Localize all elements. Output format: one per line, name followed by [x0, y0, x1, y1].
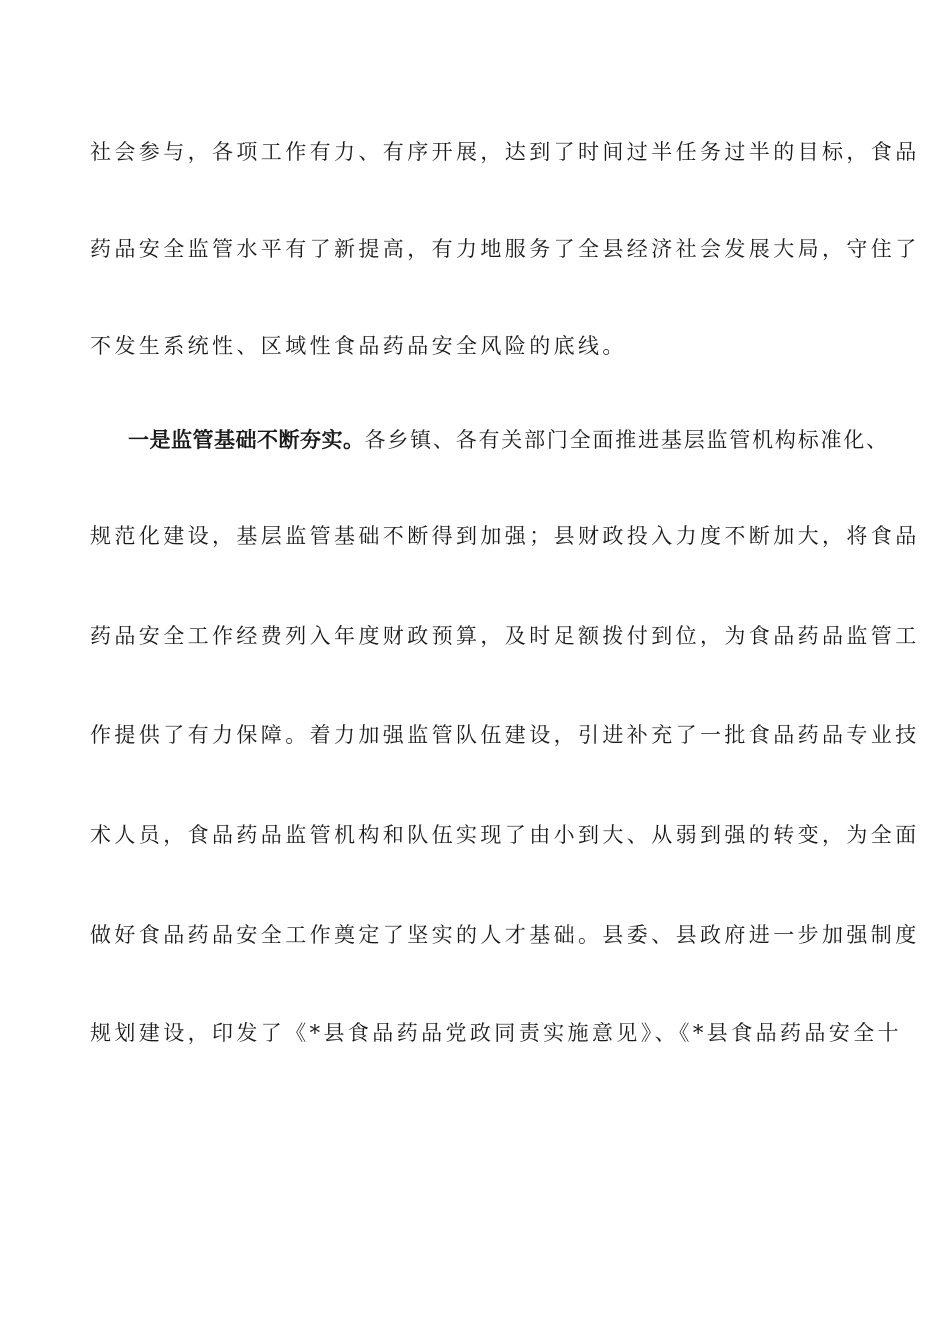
paragraph-line: 作提供了有力保障。着力加强监管队伍建设，引进补充了一批食品药品专业技 [90, 723, 920, 747]
paragraph-line: 做好食品药品安全工作奠定了坚实的人才基础。县委、县政府进一步加强制度 [90, 923, 920, 947]
paragraph-line: 药品安全工作经费列入年度财政预算，及时足额拨付到位，为食品药品监管工 [90, 624, 920, 648]
paragraph-line: 不发生系统性、区域性食品药品安全风险的底线。 [90, 334, 627, 358]
paragraph-line: 药品安全监管水平有了新提高，有力地服务了全县经济社会发展大局，守住了 [90, 237, 920, 261]
section-heading: 一是监管基础不断夯实。 [128, 428, 365, 452]
paragraph-line: 规划建设，印发了《*县食品药品党政同责实施意见》、《*县食品药品安全十 [90, 1021, 902, 1045]
section-first-line [128, 425, 918, 455]
paragraph-line: 术人员，食品药品监管机构和队伍实现了由小到大、从弱到强的转变，为全面 [90, 823, 920, 847]
section-first-line-text: 各乡镇、各有关部门全面推进基层监管机构标准化、 [364, 428, 889, 452]
paragraph-line: 社会参与，各项工作有力、有序开展，达到了时间过半任务过半的目标，食品 [90, 140, 920, 164]
paragraph-line: 规范化建设，基层监管基础不断得到加强；县财政投入力度不断加大，将食品 [90, 524, 920, 548]
